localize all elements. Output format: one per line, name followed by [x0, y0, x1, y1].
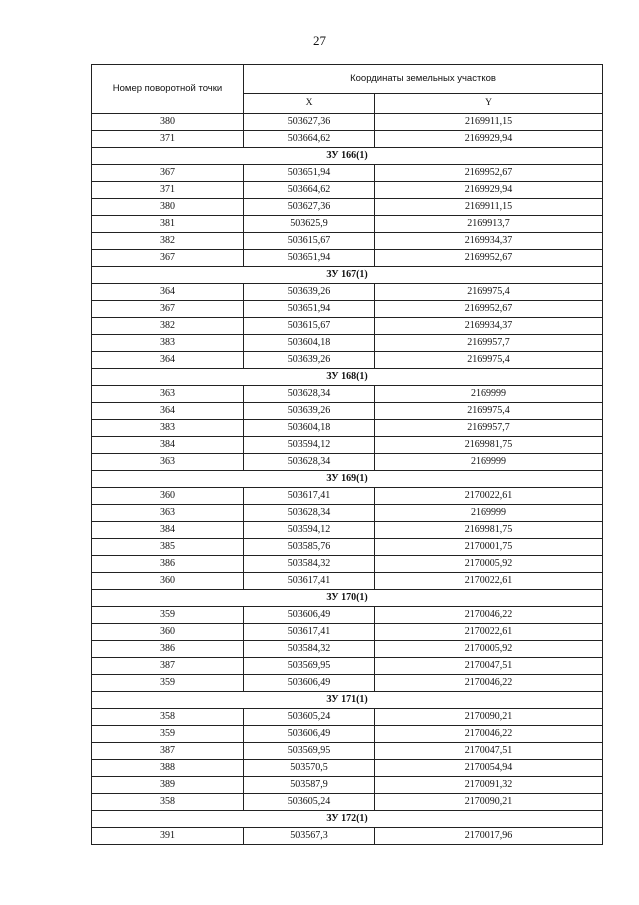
section-row	[92, 692, 603, 709]
x-coordinate-cell: 503569,95	[244, 658, 375, 675]
point-number-cell: 384	[92, 522, 244, 539]
point-number-cell: 387	[92, 743, 244, 760]
y-coordinate-cell: 2169929,94	[375, 131, 603, 148]
x-coordinate-cell: 503606,49	[244, 607, 375, 624]
x-coordinate-cell: 503594,12	[244, 437, 375, 454]
point-number-cell: 363	[92, 454, 244, 471]
x-coordinate-cell: 503615,67	[244, 318, 375, 335]
section-row	[92, 267, 603, 284]
table-row	[92, 658, 603, 675]
x-coordinate-cell: 503625,9	[244, 216, 375, 233]
table-row	[92, 556, 603, 573]
point-number-cell: 386	[92, 556, 244, 573]
table-row	[92, 437, 603, 454]
table-row	[92, 743, 603, 760]
table-row	[92, 539, 603, 556]
x-coordinate-cell: 503615,67	[244, 233, 375, 250]
y-coordinate-cell: 2169981,75	[375, 437, 603, 454]
x-coordinate-cell: 503639,26	[244, 403, 375, 420]
y-coordinate-cell: 2170091,32	[375, 777, 603, 794]
y-coordinate-cell: 2170005,92	[375, 556, 603, 573]
point-number-cell: 364	[92, 403, 244, 420]
x-coordinate-cell: 503664,62	[244, 182, 375, 199]
table-row	[92, 777, 603, 794]
point-number-cell: 382	[92, 318, 244, 335]
table-row	[92, 828, 603, 845]
y-coordinate-cell: 2169934,37	[375, 318, 603, 335]
y-coordinate-cell: 2170005,92	[375, 641, 603, 658]
section-row	[92, 590, 603, 607]
y-coordinate-cell: 2170046,22	[375, 726, 603, 743]
x-coordinate-cell: 503594,12	[244, 522, 375, 539]
point-number-cell: 367	[92, 301, 244, 318]
point-number-cell: 359	[92, 726, 244, 743]
point-number-cell: 358	[92, 794, 244, 811]
y-coordinate-cell: 2169952,67	[375, 165, 603, 182]
point-number-cell: 389	[92, 777, 244, 794]
x-coordinate-cell: 503628,34	[244, 505, 375, 522]
x-coordinate-cell: 503639,26	[244, 284, 375, 301]
table-body	[92, 114, 603, 845]
x-coordinate-cell: 503584,32	[244, 641, 375, 658]
section-label: ЗУ 171(1)	[92, 692, 603, 709]
point-number-cell: 383	[92, 420, 244, 437]
section-label: ЗУ 166(1)	[92, 148, 603, 165]
x-coordinate-cell: 503570,5	[244, 760, 375, 777]
table-row	[92, 607, 603, 624]
y-coordinate-cell: 2170001,75	[375, 539, 603, 556]
section-row	[92, 148, 603, 165]
table-row	[92, 335, 603, 352]
header-coordinates: Координаты земельных участков	[244, 65, 603, 94]
point-number-cell: 359	[92, 607, 244, 624]
y-coordinate-cell: 2169911,15	[375, 199, 603, 216]
table-row	[92, 318, 603, 335]
table-row	[92, 641, 603, 658]
x-coordinate-cell: 503627,36	[244, 199, 375, 216]
table-row	[92, 386, 603, 403]
section-label: ЗУ 170(1)	[92, 590, 603, 607]
x-coordinate-cell: 503585,76	[244, 539, 375, 556]
y-coordinate-cell: 2169952,67	[375, 301, 603, 318]
point-number-cell: 383	[92, 335, 244, 352]
table-row	[92, 182, 603, 199]
table-row	[92, 301, 603, 318]
table-row	[92, 573, 603, 590]
point-number-cell: 367	[92, 250, 244, 267]
point-number-cell: 386	[92, 641, 244, 658]
section-label: ЗУ 168(1)	[92, 369, 603, 386]
section-label: ЗУ 172(1)	[92, 811, 603, 828]
point-number-cell: 380	[92, 199, 244, 216]
header-x: X	[244, 93, 375, 113]
y-coordinate-cell: 2169911,15	[375, 114, 603, 131]
section-row	[92, 471, 603, 488]
table-row	[92, 284, 603, 301]
table-row	[92, 488, 603, 505]
section-label: ЗУ 167(1)	[92, 267, 603, 284]
y-coordinate-cell: 2169975,4	[375, 284, 603, 301]
table-row	[92, 403, 603, 420]
x-coordinate-cell: 503617,41	[244, 488, 375, 505]
y-coordinate-cell: 2169975,4	[375, 403, 603, 420]
point-number-cell: 363	[92, 505, 244, 522]
y-coordinate-cell: 2169934,37	[375, 233, 603, 250]
x-coordinate-cell: 503651,94	[244, 250, 375, 267]
y-coordinate-cell: 2170022,61	[375, 624, 603, 641]
section-row	[92, 369, 603, 386]
section-row	[92, 811, 603, 828]
point-number-cell: 388	[92, 760, 244, 777]
x-coordinate-cell: 503664,62	[244, 131, 375, 148]
y-coordinate-cell: 2170017,96	[375, 828, 603, 845]
point-number-cell: 360	[92, 573, 244, 590]
table-row	[92, 233, 603, 250]
x-coordinate-cell: 503628,34	[244, 386, 375, 403]
y-coordinate-cell: 2169999	[375, 454, 603, 471]
table-row	[92, 131, 603, 148]
x-coordinate-cell: 503567,3	[244, 828, 375, 845]
point-number-cell: 363	[92, 386, 244, 403]
table-row	[92, 199, 603, 216]
x-coordinate-cell: 503587,9	[244, 777, 375, 794]
y-coordinate-cell: 2170047,51	[375, 743, 603, 760]
table-row	[92, 794, 603, 811]
y-coordinate-cell: 2170090,21	[375, 794, 603, 811]
y-coordinate-cell: 2170047,51	[375, 658, 603, 675]
y-coordinate-cell: 2169952,67	[375, 250, 603, 267]
y-coordinate-cell: 2170046,22	[375, 675, 603, 692]
x-coordinate-cell: 503606,49	[244, 726, 375, 743]
y-coordinate-cell: 2169999	[375, 505, 603, 522]
x-coordinate-cell: 503604,18	[244, 335, 375, 352]
x-coordinate-cell: 503639,26	[244, 352, 375, 369]
table-row	[92, 454, 603, 471]
x-coordinate-cell: 503617,41	[244, 573, 375, 590]
point-number-cell: 391	[92, 828, 244, 845]
y-coordinate-cell: 2169981,75	[375, 522, 603, 539]
section-label: ЗУ 169(1)	[92, 471, 603, 488]
table-row	[92, 726, 603, 743]
point-number-cell: 360	[92, 488, 244, 505]
table-row	[92, 760, 603, 777]
point-number-cell: 367	[92, 165, 244, 182]
x-coordinate-cell: 503628,34	[244, 454, 375, 471]
table-row	[92, 505, 603, 522]
point-number-cell: 387	[92, 658, 244, 675]
y-coordinate-cell: 2169957,7	[375, 335, 603, 352]
table-row	[92, 114, 603, 131]
point-number-cell: 358	[92, 709, 244, 726]
x-coordinate-cell: 503651,94	[244, 301, 375, 318]
table-row	[92, 675, 603, 692]
x-coordinate-cell: 503569,95	[244, 743, 375, 760]
table-row	[92, 165, 603, 182]
point-number-cell: 364	[92, 352, 244, 369]
point-number-cell: 364	[92, 284, 244, 301]
y-coordinate-cell: 2170090,21	[375, 709, 603, 726]
y-coordinate-cell: 2169975,4	[375, 352, 603, 369]
y-coordinate-cell: 2169957,7	[375, 420, 603, 437]
x-coordinate-cell: 503605,24	[244, 709, 375, 726]
y-coordinate-cell: 2169913,7	[375, 216, 603, 233]
header-y: Y	[375, 93, 603, 113]
x-coordinate-cell: 503627,36	[244, 114, 375, 131]
table-row	[92, 709, 603, 726]
y-coordinate-cell: 2170022,61	[375, 573, 603, 590]
point-number-cell: 381	[92, 216, 244, 233]
y-coordinate-cell: 2169999	[375, 386, 603, 403]
y-coordinate-cell: 2170054,94	[375, 760, 603, 777]
x-coordinate-cell: 503651,94	[244, 165, 375, 182]
x-coordinate-cell: 503617,41	[244, 624, 375, 641]
x-coordinate-cell: 503604,18	[244, 420, 375, 437]
point-number-cell: 360	[92, 624, 244, 641]
table-row	[92, 420, 603, 437]
table-row	[92, 352, 603, 369]
table-row	[92, 216, 603, 233]
point-number-cell: 371	[92, 182, 244, 199]
y-coordinate-cell: 2170046,22	[375, 607, 603, 624]
x-coordinate-cell: 503605,24	[244, 794, 375, 811]
table-row	[92, 522, 603, 539]
page-number: 27	[313, 33, 326, 48]
point-number-cell: 384	[92, 437, 244, 454]
y-coordinate-cell: 2169929,94	[375, 182, 603, 199]
point-number-cell: 359	[92, 675, 244, 692]
table-row	[92, 250, 603, 267]
point-number-cell: 385	[92, 539, 244, 556]
point-number-cell: 380	[92, 114, 244, 131]
y-coordinate-cell: 2170022,61	[375, 488, 603, 505]
x-coordinate-cell: 503584,32	[244, 556, 375, 573]
x-coordinate-cell: 503606,49	[244, 675, 375, 692]
table-row	[92, 624, 603, 641]
coordinates-table	[91, 64, 603, 845]
point-number-cell: 371	[92, 131, 244, 148]
header-point-number: Номер поворотной точки	[92, 65, 244, 114]
point-number-cell: 382	[92, 233, 244, 250]
